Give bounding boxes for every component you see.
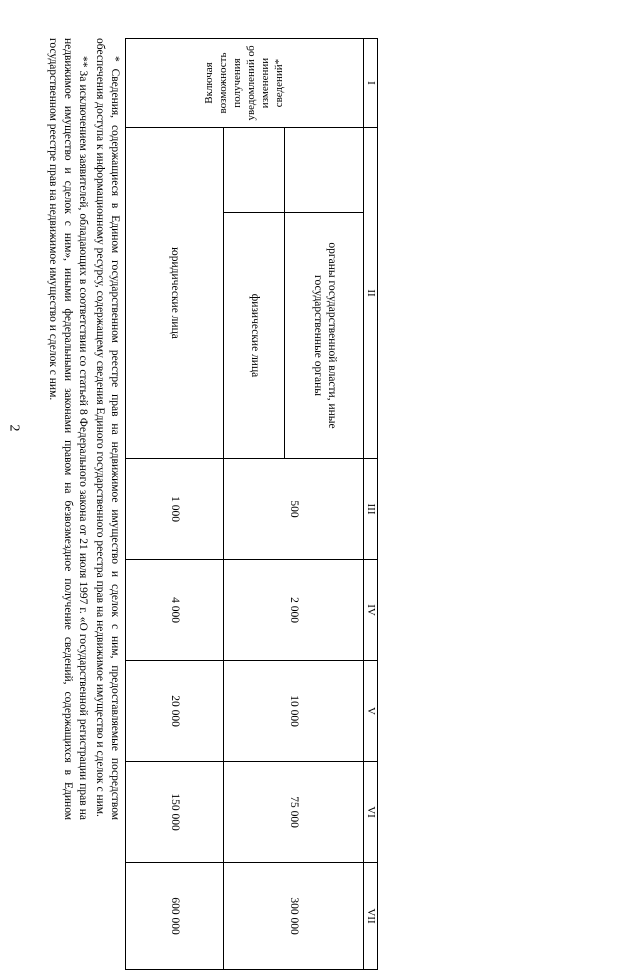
value-cell: 600 000 bbox=[125, 863, 223, 970]
col-header: VII bbox=[363, 863, 377, 970]
footnote-2: ** За исключением заявителей, обладающих в соответствии со статьей 8 Федерального закона от 21 июля 1997 г. «О государственной регистрации прав на недвижимое имущество и сделок с ним», иными федеральными законами правом на безвозмездное получение сведений, содержащихся в Едином государственном реестре прав на недвижимое имущество и сделок с ним. bbox=[47, 38, 89, 820]
value-cell: 75 000 bbox=[223, 762, 363, 863]
table-row bbox=[284, 39, 363, 970]
category-cell: юридические лица bbox=[125, 128, 223, 459]
value-cell: 500 bbox=[223, 459, 363, 560]
row-group-label: Включая возможность получения уведомлений об изменении сведений* bbox=[203, 45, 286, 121]
page-number: 2 bbox=[6, 424, 22, 432]
category-label: органы государственной власти, иные государственные органы bbox=[311, 242, 338, 429]
row-group-cell bbox=[125, 39, 363, 128]
col-header: V bbox=[363, 661, 377, 762]
table-header-row bbox=[363, 39, 377, 970]
footnote-1: * Сведения, содержащиеся в Едином государственном реестре прав на недвижимое имущество и сделок с ним, предоставляемые посредством обеспечения доступа к информационному ресурсу, содержащему сведения Единого государственного реестра прав на недвижимое имущество и сделок с ним. bbox=[94, 38, 121, 820]
value-cell: 20 000 bbox=[125, 661, 223, 762]
value-cell: 10 000 bbox=[223, 661, 363, 762]
value-cell: 1 000 bbox=[125, 459, 223, 560]
rotated-page-content bbox=[18, 38, 378, 935]
col-header: III bbox=[363, 459, 377, 560]
table-row bbox=[125, 39, 223, 970]
category-cell bbox=[223, 128, 284, 459]
value-cell: 2 000 bbox=[223, 560, 363, 661]
col-header: IV bbox=[363, 560, 377, 661]
fee-table bbox=[125, 38, 378, 970]
value-cell: 4 000 bbox=[125, 560, 223, 661]
value-cell: 300 000 bbox=[223, 863, 363, 970]
col-header: II bbox=[363, 128, 377, 459]
col-header: VI bbox=[363, 762, 377, 863]
category-label: физические лица bbox=[248, 293, 261, 378]
footnotes bbox=[43, 38, 122, 820]
col-header: I bbox=[363, 39, 377, 128]
value-cell: 150 000 bbox=[125, 762, 223, 863]
category-cell bbox=[284, 128, 363, 459]
